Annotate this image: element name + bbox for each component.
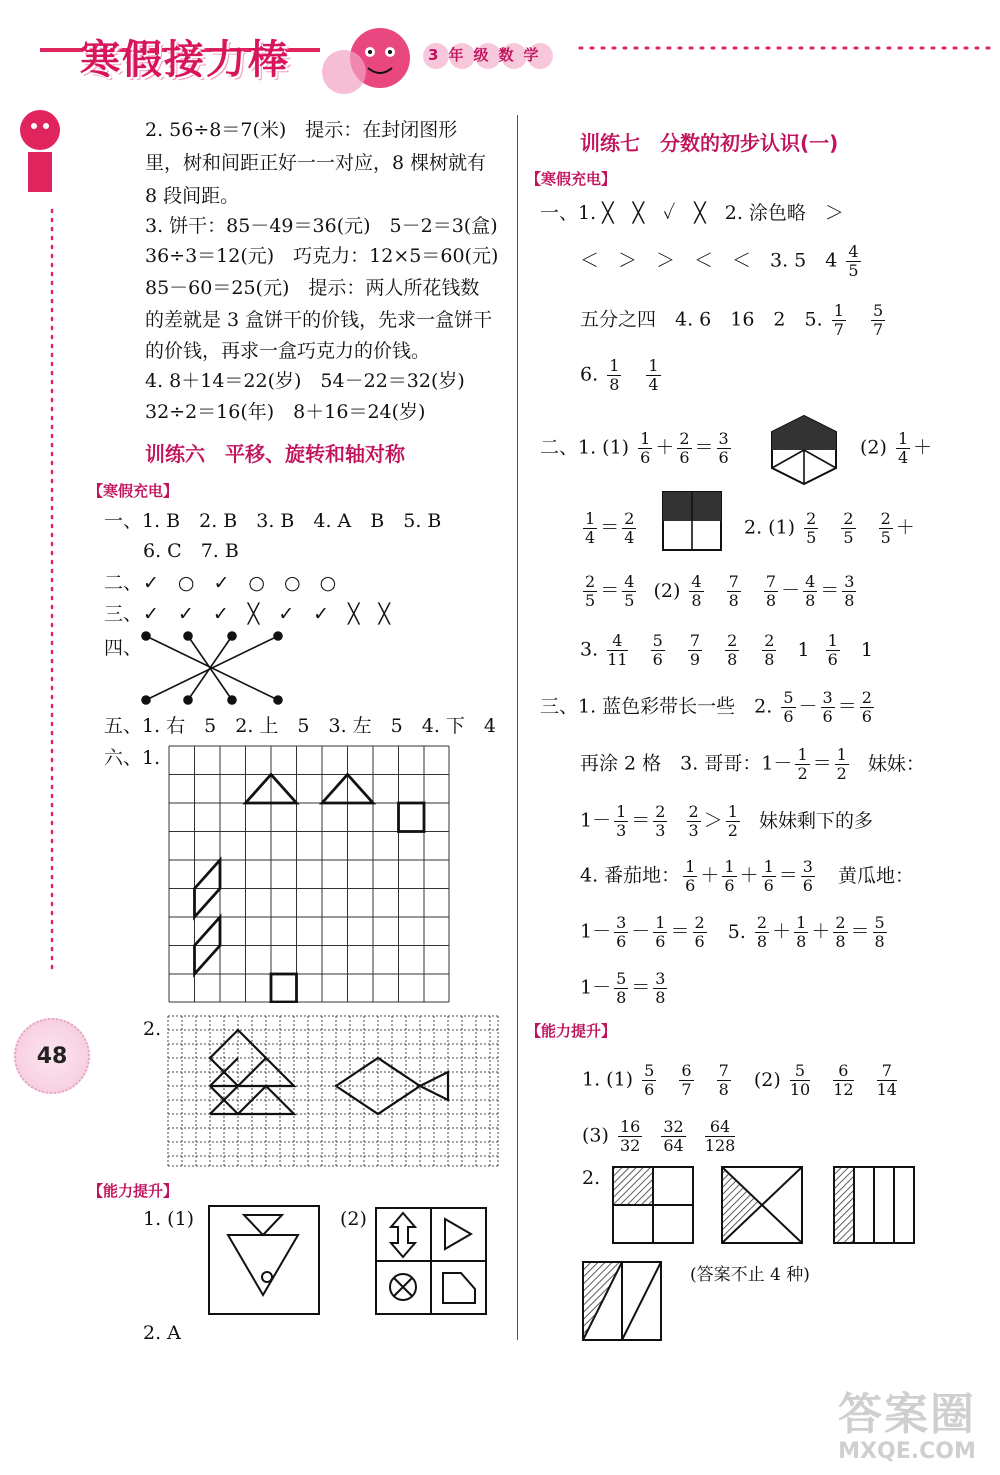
grade-subject: 年级数学 xyxy=(448,46,549,64)
answer-note: (答案不止 4 种) xyxy=(690,1265,810,1285)
triangle-arrow-icon xyxy=(445,1219,471,1249)
left-line-1: 2. 56÷8＝7(米) 提示：在封闭图形 xyxy=(145,119,458,141)
tag-ability-right: 【能力提升】 xyxy=(526,1022,617,1040)
fraction: $\frac{1}{7}$ xyxy=(833,301,844,339)
left-line-9: 4. 8＋14＝22(岁) 54－22＝32(岁) xyxy=(145,370,465,392)
r-line-12: 4. 番茄地： $\frac{1}{6}$ ＋ $\frac{1}{6}$ ＋ $\frac{1}{6}$ ＝ $\frac{3}{6}$ 黄瓜地： xyxy=(580,857,915,895)
r-line-5: 二、1. (1) $\frac{1}{6}$ ＋ $\frac{2}{6}$ ＝ $\frac{3}{6}$ xyxy=(540,429,729,467)
fraction: $\frac{1}{4}$ xyxy=(648,356,659,394)
r-line-7: $\frac{2}{5}$ ＝ $\frac{4}{5}$ (2) $\frac{4}{8}$ $\frac{7}{8}$ $\frac{7}{8}$ － $\frac{4}{8}$ ＝ $\frac{3}{8}$ xyxy=(585,572,855,610)
r-line-13: 1－ $\frac{3}{6}$ － $\frac{1}{6}$ ＝ $\frac{2}{6}$ 5. $\frac{2}{8}$ ＋ $\frac{1}{8}$ ＋ $\frac{2}{8}$ ＝ $\frac{5}{8}$ xyxy=(580,913,885,951)
double-arrow-icon xyxy=(391,1213,415,1257)
r-line-3: 五分之四 4. 6 16 2 5. $\frac{1}{7}$ $\frac{5}{7}$ xyxy=(580,301,884,339)
column-divider xyxy=(517,115,518,1340)
r-line-6a: $\frac{1}{4}$ ＝ $\frac{2}{4}$ xyxy=(585,509,635,547)
ans-5: 五、1. 右 5 2. 上 5 3. 左 5 4. 下 4 xyxy=(104,715,497,737)
r-line-4: 6. $\frac{1}{8}$ $\frac{1}{4}$ xyxy=(580,356,659,394)
rotation-figure-2 xyxy=(375,1207,487,1315)
fraction: $\frac{4}{5}$ xyxy=(848,242,859,280)
r-line-11: 1－ $\frac{1}{3}$ ＝ $\frac{2}{3}$ $\frac{2}{3}$ ＞ $\frac{1}{2}$ 妹妹剩下的多 xyxy=(580,802,873,840)
r-line-8: 3. $\frac{4}{11}$ $\frac{5}{6}$ $\frac{7}{9}$ $\frac{2}{8}$ $\frac{2}{8}$ 1 $\frac{1}{6}$ 1 xyxy=(580,631,873,669)
section-title-7: 训练七 分数的初步认识(一) xyxy=(580,131,839,155)
left-line-10: 32÷2＝16(年) 8＋16＝24(岁) xyxy=(145,401,426,423)
left-line-5: 36÷3＝12(元) 巧克力：12×5＝60(元) xyxy=(145,245,499,267)
r-ab-line-1: 1. (1) $\frac{5}{6}$ $\frac{6}{7}$ $\frac{7}{8}$ (2) $\frac{5}{10}$ $\frac{6}{12}$ $\frac{7}{14}$ xyxy=(582,1061,897,1099)
ability-1-2-label: (2) xyxy=(340,1208,367,1230)
ans-4-label: 四、 xyxy=(104,637,143,659)
left-line-2: 里，树和间距正好一一对应，8 棵树就有 xyxy=(145,152,487,174)
grid-translation-figure xyxy=(168,745,450,1003)
rotation-figure-1 xyxy=(208,1205,320,1315)
page-number: 48 xyxy=(14,1018,90,1094)
left-line-8: 的价钱，再求一盒巧克力的价钱。 xyxy=(145,340,431,362)
left-line-4: 3. 饼干：85－49＝36(元) 5－2＝3(盒) xyxy=(145,215,498,237)
matching-lines-diagram xyxy=(138,628,288,708)
left-line-3: 8 段间距。 xyxy=(145,185,240,207)
ans-3-label: 三、 xyxy=(104,603,143,625)
ans-3-marks: ✓ ✓ ✓ ╳ ✓ ✓ ╳ ╳ xyxy=(143,603,390,625)
r-ab-2-label: 2. xyxy=(582,1167,601,1189)
section-title-6: 训练六 平移、旋转和轴对称 xyxy=(145,442,405,466)
shaded-hexagon-figure xyxy=(770,414,838,486)
ans-6-label: 六、1. xyxy=(104,747,161,769)
header-title: 寒假接力棒 xyxy=(80,37,290,83)
r-ab-line-2: (3) $\frac{16}{32}$ $\frac{32}{64}$ $\frac{64}{128}$ xyxy=(582,1117,736,1155)
r-line-2: ＜ ＞ ＞ ＜ ＜ 3. 5 4 $\frac{4}{5}$ xyxy=(580,242,859,280)
watermark-line-1: 答案圈 xyxy=(838,1389,976,1440)
r-line-9: 三、1. 蓝色彩带长一些 2. $\frac{5}{6}$ － $\frac{3}{6}$ ＝ $\frac{2}{6}$ xyxy=(540,688,872,726)
r-line-10: 再涂 2 格 3. 哥哥：1－ $\frac{1}{2}$ ＝ $\frac{1}{2}$ 妹妹： xyxy=(580,745,925,783)
grade-number: 3 xyxy=(428,46,449,64)
r-line-6b: 2. (1) $\frac{2}{5}$ $\frac{2}{5}$ $\frac{2}{5}$ ＋ xyxy=(744,509,915,547)
ans-6-2-label: 2. xyxy=(143,1018,162,1040)
left-line-7: 的差就是 3 盒饼干的价钱，先求一盒饼干 xyxy=(145,309,493,331)
tag-recharge-left: 【寒假充电】 xyxy=(88,482,179,500)
ans-1b: 6. C 7. B xyxy=(143,540,239,562)
r-line-5b: (2) $\frac{1}{4}$ ＋ xyxy=(860,429,933,467)
mascot-icon xyxy=(322,28,410,94)
watermark-logo xyxy=(822,1390,992,1470)
ability-1-label: 1. (1) xyxy=(143,1208,195,1230)
fraction: $\frac{1}{8}$ xyxy=(609,356,620,394)
tag-recharge-right: 【寒假充电】 xyxy=(526,170,617,188)
left-line-6: 85－60＝25(元) 提示：两人所花钱数 xyxy=(145,277,480,299)
ans-2-label: 二、 xyxy=(104,572,143,594)
shaded-square-figure xyxy=(662,491,722,551)
fraction: $\frac{5}{7}$ xyxy=(872,301,884,339)
r-line-14: 1－ $\frac{5}{8}$ ＝ $\frac{3}{8}$ xyxy=(580,969,666,1007)
header-subtitle xyxy=(428,44,548,65)
ability-2: 2. A xyxy=(143,1322,181,1344)
watermark-line-2: MXQE.COM xyxy=(838,1439,976,1464)
left-ribbon-decoration xyxy=(18,60,62,980)
tag-ability-left: 【能力提升】 xyxy=(88,1182,179,1200)
r-line-1: 一、1. ╳ ╳ ✓ ╳ 2. 涂色略 ＞ xyxy=(540,202,844,224)
ans-2-marks: ✓ ○ ✓ ○ ○ ○ xyxy=(143,572,337,594)
ans-1a: 一、1. B 2. B 3. B 4. A B 5. B xyxy=(104,510,442,532)
symmetry-dotted-grid-figure xyxy=(166,1014,500,1168)
